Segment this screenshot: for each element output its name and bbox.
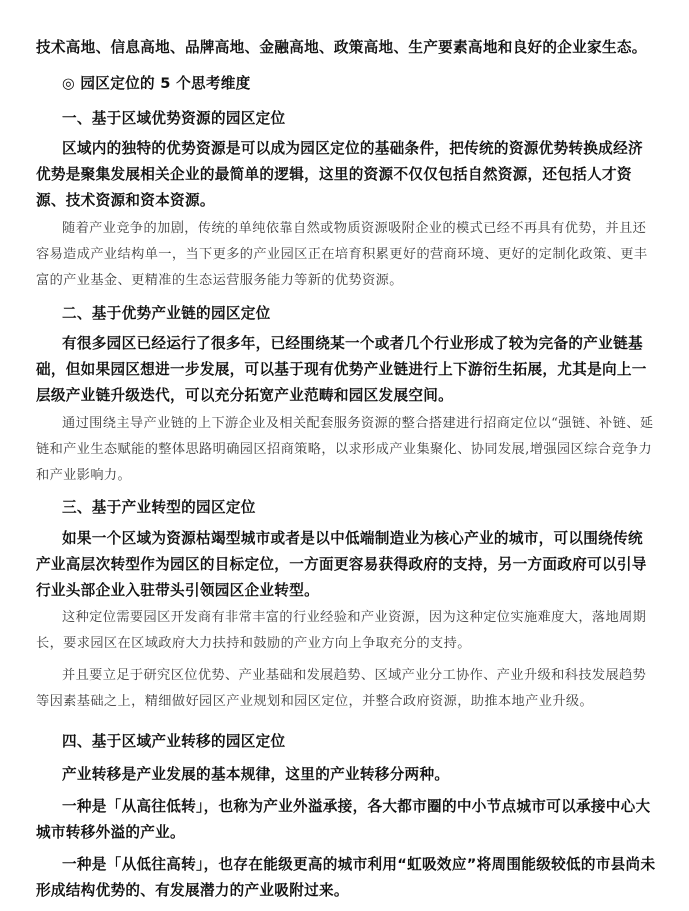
heading-1: 一、基于区域优势资源的园区定位: [62, 110, 286, 127]
body-paragraph-2: 通过围绕主导产业链的上下游企业及相关配套服务资源的整合搭建进行招商定位以“强链、补链、延链和产业生态赋能的整体思路明确园区招商策略，以求形成产业集聚化、协同发展,增强园区综合竞争力和产业影响力。: [36, 416, 654, 483]
bold-paragraph-2: 有很多园区已经运行了很多年，已经围绕某一个或者几个行业形成了较为完备的产业链基础，但如果园区想进一步发展，可以基于现有优势产业链进行上下游衍生拓展，尤其是向上一层级产业链升级迭代，可以充分拓宽产业范畴和园区发展空间。: [36, 335, 647, 404]
body-paragraph-3a: 这种定位需要园区开发商有非常丰富的行业经验和产业资源，因为这种定位实施难度大，落地周期长，要求园区在区域政府大力扶持和鼓励的产业方向上争取充分的支持。: [36, 610, 647, 651]
intro-line: 技术高地、信息高地、品牌高地、金融高地、政策高地、生产要素高地和良好的企业家生态。: [36, 39, 647, 56]
heading-3: 三、基于产业转型的园区定位: [62, 499, 256, 516]
bold-paragraph-3: 如果一个区域为资源枯竭型城市或者是以中低端制造业为核心产业的城市，可以围绕传统产业高层次转型作为园区的目标定位，一方面更容易获得政府的支持，另一方面政府可以引导行业头部企业入驻带头引领园区企业转型。: [36, 530, 647, 599]
heading-2: 二、基于优势产业链的园区定位: [62, 305, 271, 322]
body-paragraph-1: 随着产业竞争的加剧，传统的单纯依靠自然或物质资源吸附企业的模式已经不再具有优势，并且还容易造成产业结构单一，当下更多的产业园区正在培育积累更好的营商环境、更好的定制化政策、更丰富的产业基金、更精准的生态运营服务能力等新的优势资源。: [36, 221, 648, 288]
body-paragraph-3b: 并且要立足于研究区位优势、产业基础和发展趋势、区域产业分工协作、产业升级和科技发展趋势等因素基础之上，精细做好园区产业规划和园区定位，并整合政府资源，助推本地产业升级。: [36, 668, 647, 709]
bold-paragraph-4b: 一种是「从高往低转」，也称为产业外溢承接，各大都市圈的中小节点城市可以承接中心大城市转移外溢的产业。: [36, 798, 651, 841]
bold-paragraph-4a: 产业转移是产业发展的基本规律，这里的产业转移分两种。: [62, 766, 450, 783]
bold-paragraph-4c: 一种是「从低往高转」，也存在能级更高的城市利用“虹吸效应”将周围能级较低的市县尚未形成结构优势的、有发展潜力的产业吸附过来。: [36, 856, 656, 899]
heading-4: 四、基于区域产业转移的园区定位: [62, 733, 286, 750]
section-title: ◎ 园区定位的 5 个思考维度: [62, 75, 251, 92]
bold-paragraph-1: 区域内的独特的优势资源是可以成为园区定位的基础条件，把传统的资源优势转换成经济优势是聚集发展相关企业的最简单的逻辑，这里的资源不仅仅包括自然资源，还包括人才资源、技术资源和资本资源。: [36, 140, 643, 209]
